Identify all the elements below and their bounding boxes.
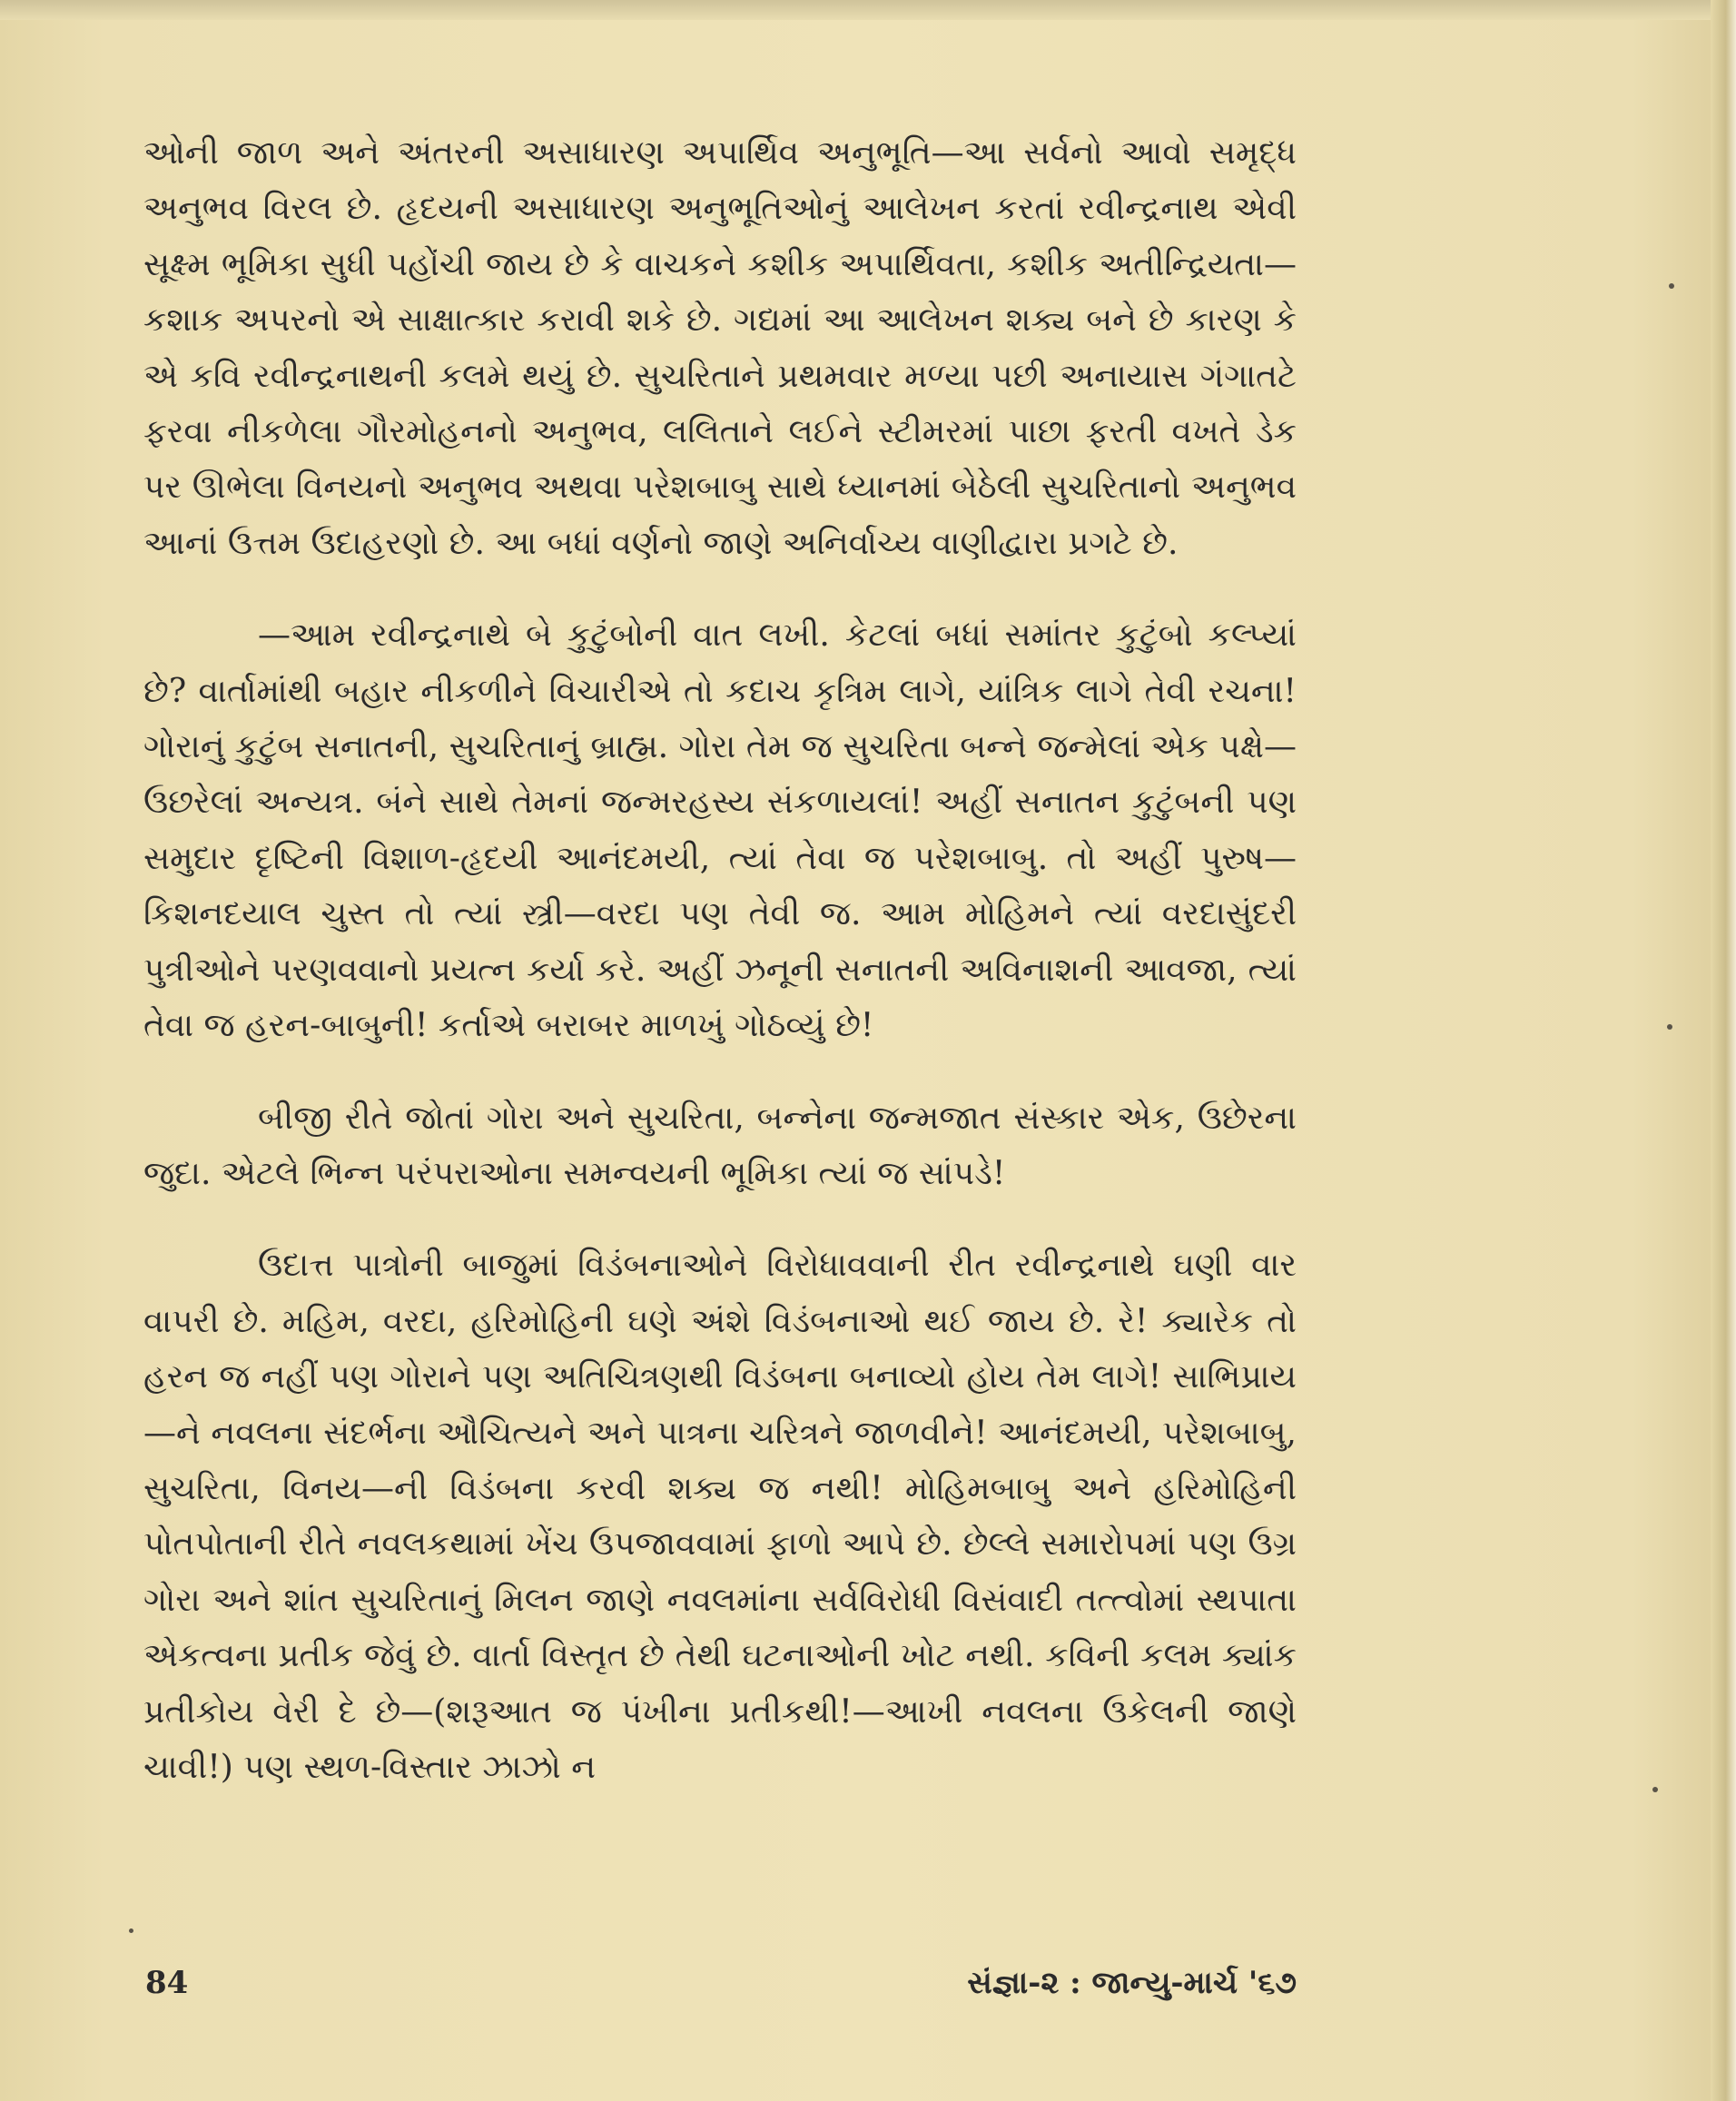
body-text (143, 125, 1297, 1795)
paragraph-2: —આમ રવીન્દ્રનાથે બે કુટુંબોની વાત લખી. કેટલાં બધાં સમાંતર કુટુંબો કલ્પ્યાં છે? વાર્તામાંથી બહાર નીકળીને વિચારીએ તો કદાચ કૃત્રિમ લાગે, યાંત્રિક લાગે તેવી રચના! ગોરાનું કુટુંબ સનાતની, સુચરિતાનું બ્રાહ્મ. ગોરા તેમ જ સુચરિતા બન્ને જન્મેલાં એક પક્ષે— ઉછરેલાં અન્યત્ર. બંને સાથે તેમનાં જન્મરહસ્ય સંકળાયલાં! અહીં સનાતન કુટુંબની પણ સમુદાર દૃષ્ટિની વિશાળ-હૃદયી આનંદમયી, ત્યાં તેવા જ પરેશબાબુ. તો અહીં પુરુષ—કિશનદયાલ ચુસ્ત તો ત્યાં સ્ત્રી—વરદા પણ તેવી જ. આમ મોહિમને ત્યાં વરદાસુંદરી પુત્રીઓને પરણવવાનો પ્રયત્ન કર્યા કરે. અહીં ઝનૂની સનાતની અવિનાશની આવજા, ત્યાં તેવા જ હરન-બાબુની! કર્તાએ બરાબર માળખું ગોઠવ્યું છે! (143, 616, 1297, 1045)
paper-speck (129, 1928, 133, 1933)
page-footer (145, 1965, 1297, 2008)
paragraph-3: બીજી રીતે જોતાં ગોરા અને સુચરિતા, બન્નેના જન્મજાત સંસ્કાર એક, ઉછેરના જુદા. એટલે ભિન્ન પરંપરાઓના સમન્વયની ભૂમિકા ત્યાં જ સાંપડે! (143, 1099, 1297, 1192)
paragraph-4: ઉદાત્ત પાત્રોની બાજુમાં વિડંબનાઓને વિરોધાવવાની રીત રવીન્દ્રનાથે ઘણી વાર વાપરી છે. મહિમ, વરદા, હરિમોહિની ઘણે અંશે વિડંબનાઓ થઈ જાય છે. રે! ક્યારેક તો હરન જ નહીં પણ ગોરાને પણ અતિચિત્રણથી વિડંબના બનાવ્યો હોય તેમ લાગે! સાભિપ્રાય—ને નવલના સંદર્ભના ઔચિત્યને અને પાત્રના ચરિત્રને જાળવીને! આનંદમયી, પરેશબાબુ, સુચરિતા, વિનય—ની વિડંબના કરવી શક્ય જ નથી! મોહિમબાબુ અને હરિમોહિની પોતપોતાની રીતે નવલકથામાં ખેંચ ઉપજાવવામાં ફાળો આપે છે. છેલ્લે સમારોપમાં પણ ઉગ્ર ગોરા અને શાંત સુચરિતાનું મિલન જાણે નવલમાંના સર્વવિરોધી વિસંવાદી તત્ત્વોમાં સ્થપાતા એકત્વના પ્રતીક જેવું છે. વાર્તા વિસ્તૃત છે તેથી ઘટનાઓની ખોટ નથી. કવિની કલમ ક્યાંક પ્રતીકોય વેરી દે છે—(શરૂઆત જ પંખીના પ્રતીકથી!—આખી નવલના ઉકેલની જાણે ચાવી!) પણ સ્થળ-વિસ્તાર ઝાઝો ન (143, 1247, 1297, 1786)
page-top-shadow (0, 0, 1736, 20)
paper-speck (1669, 283, 1674, 289)
paragraph-1: ઓની જાળ અને અંતરની અસાધારણ અપાર્થિવ અનુભૂતિ—આ સર્વનો આવો સમૃદ્ધ અનુભવ વિરલ છે. હૃદયની અસાધારણ અનુભૂતિઓનું આલેખન કરતાં રવીન્દ્રનાથ એવી સૂક્ષ્મ ભૂમિકા સુધી પહોંચી જાય છે કે વાચકને કશીક અપાર્થિવતા, કશીક અતીન્દ્રિયતા— કશાક અપરનો એ સાક્ષાત્કાર કરાવી શકે છે. ગદ્યમાં આ આલેખન શક્ય બને છે કારણ કે એ કવિ રવીન્દ્રનાથની કલમે થયું છે. સુચરિતાને પ્રથમવાર મળ્યા પછી અનાયાસ ગંગાતટે ફરવા નીકળેલા ગૌરમોહનનો અનુભવ, લલિતાને લઈને સ્ટીમરમાં પાછા ફરતી વખતે ડેક પર ઊભેલા વિનયનો અનુભવ અથવા પરેશબાબુ સાથે ધ્યાનમાં બેઠેલી સુચરિતાનો અનુભવ આનાં ઉત્તમ ઉદાહરણો છે. આ બધાં વર્ણનો જાણે અનિર્વાચ્ય વાણીદ્વારા પ્રગટે છે. (143, 134, 1297, 562)
page-number: 84 (145, 1965, 189, 2001)
paper-speck (1667, 1024, 1672, 1030)
journal-reference: સંજ્ઞા-૨ : જાન્યુ-માર્ચ '૬૭ (967, 1965, 1297, 2001)
paper-speck (1652, 1787, 1658, 1792)
page-binding-edge (1711, 0, 1736, 2101)
